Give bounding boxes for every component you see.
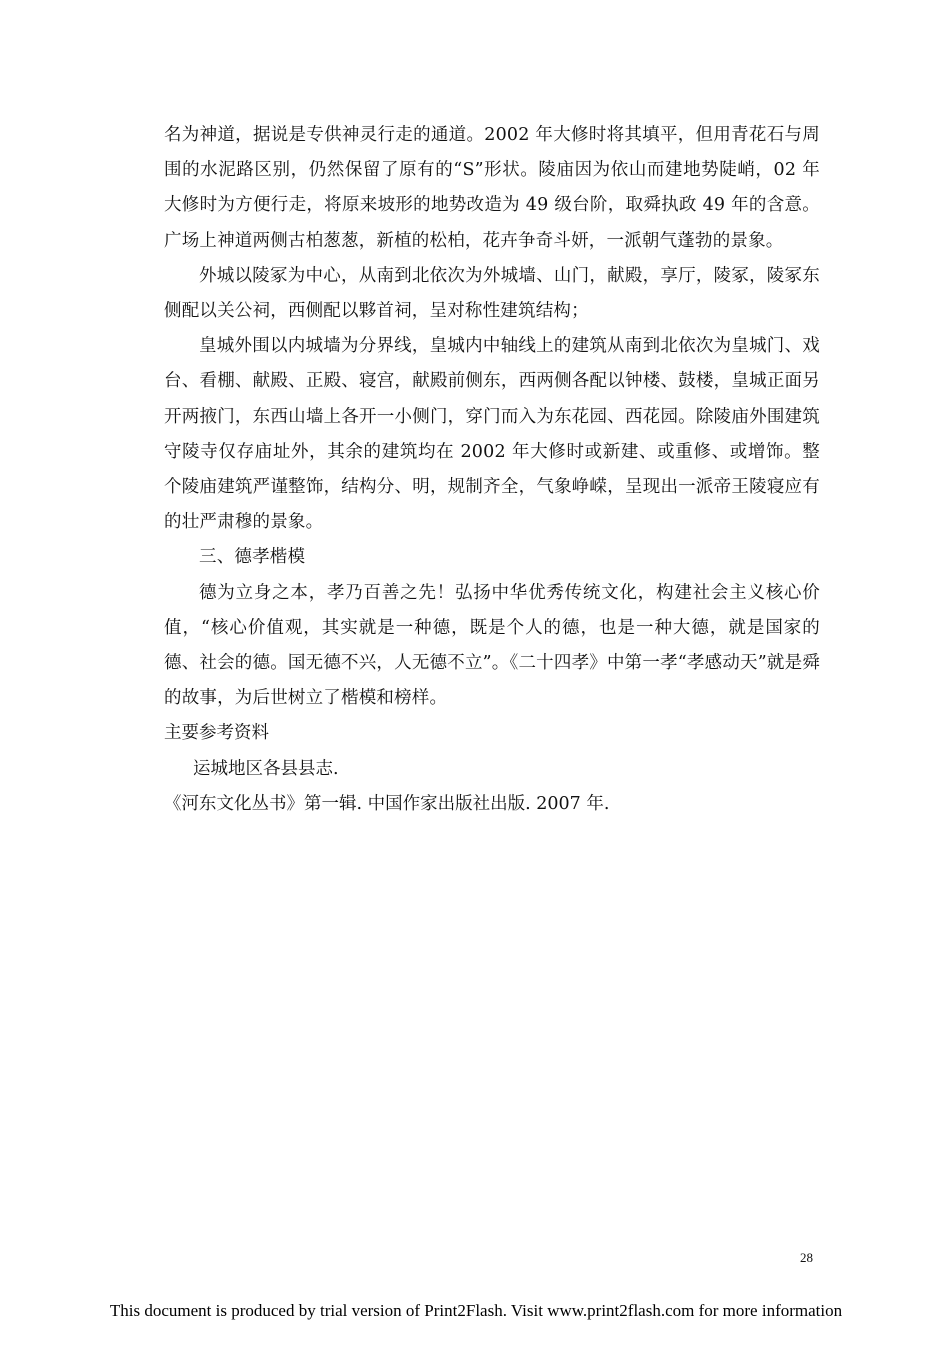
page-number: 28 [800, 1250, 813, 1265]
reference-item: 《河东文化丛书》第一辑. 中国作家出版社出版. 2007 年. [164, 793, 610, 814]
document-body [164, 118, 820, 822]
references-heading: 主要参考资料 [164, 723, 269, 744]
paragraph-outer-city: 外城以陵冢为中心，从南到北依次为外城墙、山门，献殿，享厅，陵冢，陵冢东侧配以关公祠，西侧配以夥首祠，呈对称性建筑结构； [164, 265, 820, 322]
reference-item: 运城地区各县县志. [193, 758, 339, 779]
trial-version-notice: This document is produced by trial version of Print2Flash. Visit www.print2flash.com for more information [109, 1301, 843, 1320]
paragraph-shendao: 名为神道，据说是专供神灵行走的通道。2002 年大修时将其填平，但用青花石与周围的水泥路区别，仍然保留了原有的“S”形状。陵庙因为依山而建地势陡峭，02 年大修时为方便行走，将原来坡形的地势改造为 49 级台阶，取舜执政 49 年的含意。广场上神道两侧古柏葱葱，新植的松柏，花卉争奇斗妍，一派朝气蓬勃的景象。 [164, 125, 820, 251]
paragraph-imperial-city: 皇城外围以内城墙为分界线，皇城内中轴线上的建筑从南到北依次为皇城门、戏台、看棚、献殿、正殿、寝宫，献殿前侧东，西两侧各配以钟楼、鼓楼，皇城正面另开两掖门，东西山墙上各开一小侧门，穿门而入为东花园、西花园。除陵庙外围建筑守陵寺仅存庙址外，其余的建筑均在 2002 年大修时或新建、或重修、或增饰。整个陵庙建筑严谨整饰，结构分、明，规制齐全，气象峥嵘，呈现出一派帝王陵寝应有的壮严肃穆的景象。 [164, 336, 820, 533]
paragraph-virtue-filial: 德为立身之本，孝乃百善之先！弘扬中华优秀传统文化，构建社会主义核心价值，“核心价值观，其实就是一种德，既是个人的德，也是一种大德，就是国家的德、社会的德。国无德不兴，人无德不立”。《二十四孝》中第一孝“孝感动天”就是舜的故事，为后世树立了楷模和榜样。 [164, 582, 820, 709]
section-heading-virtue-filial: 三、德孝楷模 [199, 547, 306, 568]
